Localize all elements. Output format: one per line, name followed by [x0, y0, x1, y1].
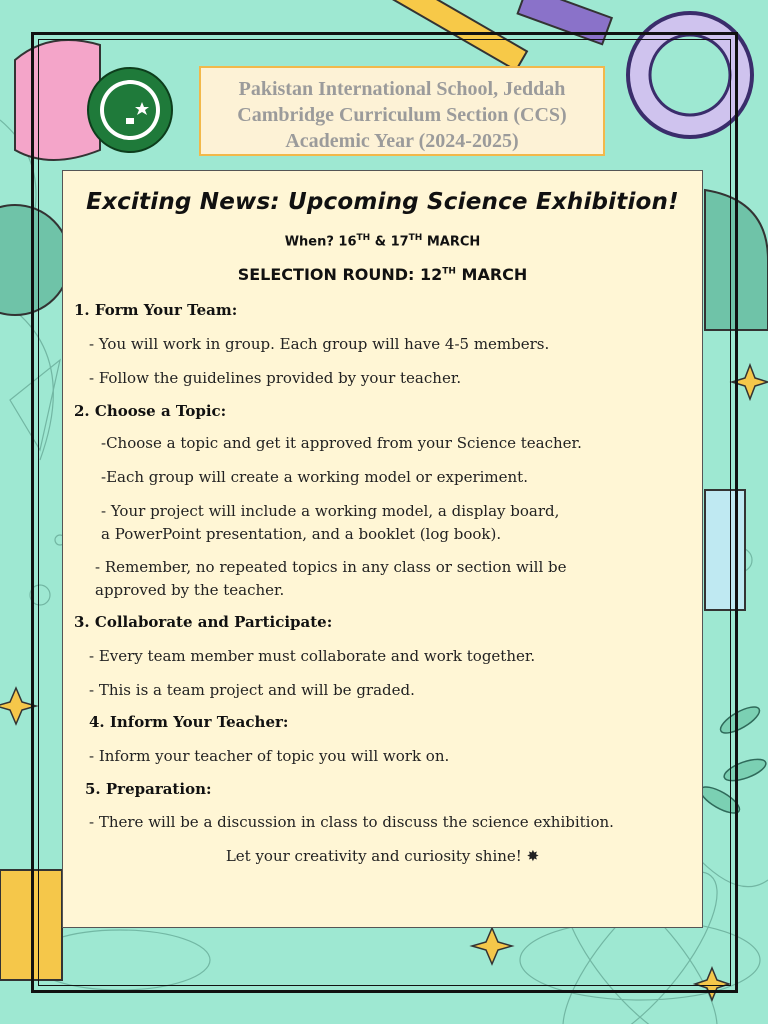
bullet-line: - Your project will include a working model, a display board, — [101, 502, 560, 520]
section-heading: 2. Choose a Topic: — [74, 402, 227, 420]
section-heading: 4. Inform Your Teacher: — [89, 713, 289, 731]
section-heading: 5. Preparation: — [85, 780, 212, 798]
school-name: Pakistan International School, Jeddah — [238, 78, 566, 100]
notice-card — [62, 170, 703, 928]
notice-title: Exciting News: Upcoming Science Exhibition! — [86, 189, 679, 215]
closing-line: Let your creativity and curiosity shine! ✸ — [225, 847, 540, 865]
school-logo — [86, 66, 174, 154]
bullet-line: - You will work in group. Each group will have 4-5 members. — [89, 335, 550, 353]
selection-round: SELECTION ROUND: 12TH MARCH — [237, 265, 528, 284]
sparkle-icon: ✸ — [526, 847, 540, 865]
bullet-line: - Remember, no repeated topics in any class or section will be — [95, 558, 567, 576]
section-heading: 1. Form Your Team: — [74, 301, 238, 319]
academic-year: Academic Year (2024-2025) — [285, 130, 519, 152]
bullet-line: - This is a team project and will be graded. — [89, 681, 415, 699]
bullet-line: approved by the teacher. — [95, 581, 285, 599]
bullet-line: - Every team member must collaborate and work together. — [89, 647, 536, 665]
section-heading: 3. Collaborate and Participate: — [74, 613, 333, 631]
bullet-line: - Follow the guidelines provided by your teacher. — [89, 369, 462, 387]
school-header — [199, 66, 605, 156]
bullet-line: -Choose a topic and get it approved from your Science teacher. — [101, 434, 582, 452]
exhibition-dates: When? 16TH & 17TH MARCH — [284, 233, 481, 250]
school-section: Cambridge Curriculum Section (CCS) — [237, 104, 567, 126]
bullet-line: a PowerPoint presentation, and a booklet (log book). — [101, 525, 502, 543]
bullet-line: - There will be a discussion in class to discuss the science exhibition. — [89, 813, 614, 831]
bullet-line: - Inform your teacher of topic you will work on. — [89, 747, 450, 765]
bullet-line: -Each group will create a working model or experiment. — [101, 468, 528, 486]
